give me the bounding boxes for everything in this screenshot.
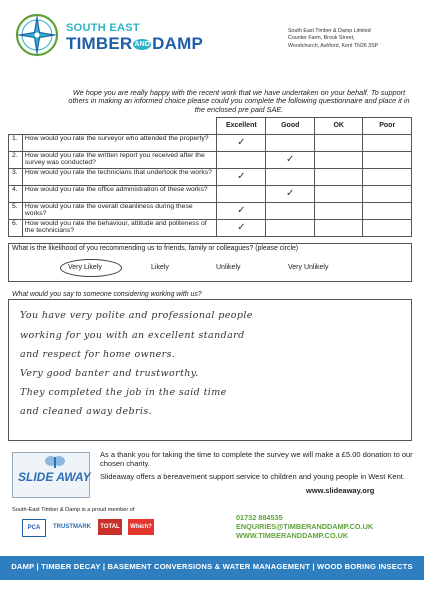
table-row: [9, 219, 412, 236]
handwritten-line: and respect for home owners.: [20, 349, 176, 360]
rating-cell-excellent[interactable]: [217, 185, 266, 202]
brand-and-badge: AND: [134, 41, 151, 48]
table-row: [9, 168, 412, 185]
rating-cell-excellent[interactable]: [217, 202, 266, 219]
recommend-question: What is the likelihood of you recommending us to friends, family or colleagues? (please circle): [12, 245, 299, 252]
question-number: 6.: [9, 219, 23, 236]
member-label: South-East Timber & Damp is a proud member of: [12, 507, 135, 513]
question-text: How would you rate the surveyor who attended the property?: [22, 134, 216, 151]
table-row: [9, 134, 412, 151]
compass-star-icon: [14, 12, 60, 58]
pca-badge: PCA: [22, 519, 46, 537]
table-row: [9, 185, 412, 202]
rating-cell-poor[interactable]: [363, 185, 412, 202]
total-badge: TOTAL: [98, 519, 122, 535]
rating-cell-good[interactable]: [266, 168, 315, 185]
column-header: Excellent: [217, 118, 266, 135]
question-text: How would you rate the overall cleanliness during these works?: [22, 202, 216, 219]
contact-web[interactable]: WWW.TIMBERANDDAMP.CO.UK: [236, 531, 349, 540]
company-address: [288, 28, 378, 50]
check-mark-icon: ✓: [237, 221, 246, 233]
header-blank: [9, 118, 217, 135]
contact-phone[interactable]: 01732 884535: [236, 513, 283, 522]
handwritten-line: You have very polite and professional people: [20, 310, 253, 321]
rating-cell-ok[interactable]: [315, 219, 363, 236]
intro-text: We hope you are really happy with the recent work that we have undertaken on your behalf. To support others in making an informed choice please could you complete the following questionnaire and place it in the enclosed pre paid SAE.: [68, 88, 410, 114]
rating-cell-good[interactable]: [266, 151, 315, 168]
rating-cell-poor[interactable]: [363, 151, 412, 168]
question-text: How would you rate the office administration of these works?: [22, 185, 216, 202]
questionnaire-body: [9, 134, 412, 236]
handwritten-line: Very good banter and trustworthy.: [20, 368, 199, 379]
question-text: How would you rate the behaviour, attitude and politeness of the technicians?: [22, 219, 216, 236]
rating-cell-excellent[interactable]: [217, 151, 266, 168]
column-header: OK: [315, 118, 363, 135]
charity-thanks: As a thank you for taking the time to complete the survey we will make a £5.00 donation to our chosen charity.: [100, 450, 413, 468]
question-number: 1.: [9, 134, 23, 151]
check-mark-icon: ✓: [237, 136, 246, 148]
rating-cell-poor[interactable]: [363, 134, 412, 151]
table-row: [9, 151, 412, 168]
address-line: Woodchurch, Ashford, Kent TN26 3SP: [288, 42, 379, 49]
check-mark-icon: ✓: [237, 170, 246, 182]
question-text: How would you rate the written report you received after the survey was conducted?: [22, 151, 216, 168]
option-likely[interactable]: Likely: [151, 264, 169, 271]
footer-services: DAMP | TIMBER DECAY | BASEMENT CONVERSIONS & WATER MANAGEMENT | WOOD BORING INSECTS: [11, 562, 413, 571]
rating-cell-ok[interactable]: [315, 185, 363, 202]
rating-cell-ok[interactable]: [315, 202, 363, 219]
address-line: South East Timber & Damp Limited: [288, 28, 371, 34]
brand-line1: SOUTH EAST: [66, 22, 140, 34]
brand-timber: TIMBER: [66, 34, 133, 53]
check-mark-icon: ✓: [286, 187, 295, 199]
trustmark-badge: TRUSTMARK: [53, 524, 91, 530]
table-header-row: [9, 118, 412, 135]
address-line: Counter Farm, Brook Street,: [288, 35, 355, 42]
column-header: Poor: [363, 118, 412, 135]
slideaway-logo-text: SLIDE AWAY: [18, 470, 91, 484]
which-badge: Which?: [128, 519, 154, 535]
rating-cell-good[interactable]: [266, 185, 315, 202]
handwritten-line: They completed the job in the said time: [20, 387, 227, 398]
charity-url[interactable]: www.slideaway.org: [306, 486, 375, 495]
check-mark-icon: ✓: [286, 153, 295, 165]
question-text: How would you rate the technicians that undertook the works?: [22, 168, 216, 185]
rating-cell-ok[interactable]: [315, 168, 363, 185]
rating-cell-excellent[interactable]: [217, 168, 266, 185]
check-mark-icon: ✓: [237, 204, 246, 216]
charity-description: Slideaway offers a bereavement support service to children and young people in West Kent.: [100, 472, 405, 481]
rating-cell-good[interactable]: [266, 219, 315, 236]
rating-cell-good[interactable]: [266, 202, 315, 219]
comments-question: What would you say to someone considering working with us?: [12, 291, 202, 298]
column-header: Good: [266, 118, 315, 135]
rating-cell-good[interactable]: [266, 134, 315, 151]
option-very-unlikely[interactable]: Very Unlikely: [288, 264, 329, 271]
rating-cell-poor[interactable]: [363, 168, 412, 185]
handwritten-line: and cleaned away debris.: [20, 406, 153, 417]
contact-block: [236, 513, 373, 540]
rating-cell-poor[interactable]: [363, 219, 412, 236]
rating-cell-poor[interactable]: [363, 202, 412, 219]
handwritten-line: working for you with an excellent standard: [20, 330, 245, 341]
brand-damp: DAMP: [152, 34, 203, 53]
butterfly-icon: [44, 454, 66, 470]
question-number: 2.: [9, 151, 23, 168]
contact-email[interactable]: ENQUIRIES@TIMBERANDDAMP.CO.UK: [236, 522, 374, 531]
question-number: 3.: [9, 168, 23, 185]
questionnaire-table: [8, 117, 412, 237]
brand-name: [66, 34, 203, 54]
rating-cell-excellent[interactable]: [217, 219, 266, 236]
option-unlikely[interactable]: Unlikely: [216, 264, 241, 271]
question-number: 4.: [9, 185, 23, 202]
table-row: [9, 202, 412, 219]
rating-cell-ok[interactable]: [315, 151, 363, 168]
option-very-likely[interactable]: Very Likely: [68, 264, 102, 271]
rating-cell-ok[interactable]: [315, 134, 363, 151]
question-number: 5.: [9, 202, 23, 219]
rating-cell-excellent[interactable]: [217, 134, 266, 151]
